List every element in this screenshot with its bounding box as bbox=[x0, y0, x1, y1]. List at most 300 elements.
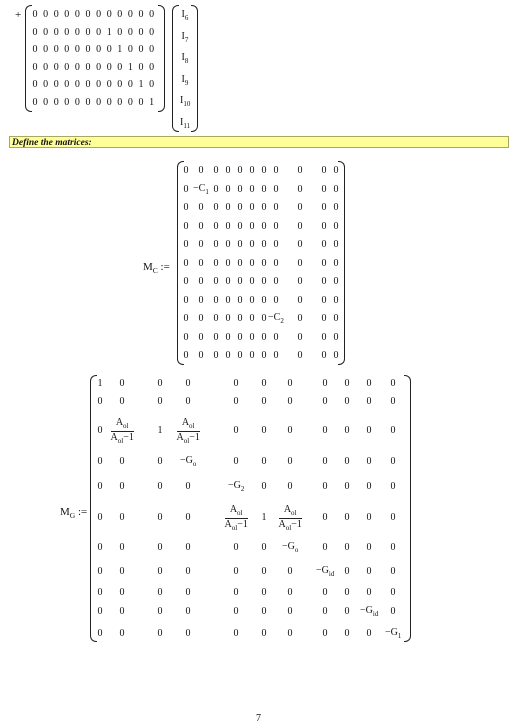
mc-matrix-cell: 0 bbox=[261, 183, 267, 195]
mc-matrix-cell: 0 bbox=[273, 165, 279, 176]
connection-matrix bbox=[25, 5, 165, 112]
mc-matrix-cell: 0 bbox=[321, 183, 327, 195]
mc-matrix-cell: 0 bbox=[273, 350, 279, 361]
mc-matrix-cell: 0 bbox=[237, 239, 243, 250]
mc-label bbox=[143, 261, 170, 275]
mg-matrix-cell: 0 bbox=[185, 512, 191, 523]
connection-matrix-cell: 0 bbox=[127, 26, 133, 38]
mg-matrix-cell: 0 bbox=[233, 456, 239, 467]
mg-matrix-cell: 0 bbox=[185, 481, 191, 492]
mc-matrix-cell: 0 bbox=[333, 294, 339, 306]
mg-matrix-cell: 0 bbox=[287, 587, 293, 598]
mg-matrix-cell: 0 bbox=[261, 566, 267, 577]
mg-matrix-cell: $\frac{A_{ol}}{A_{ol}-1}$ bbox=[110, 416, 134, 445]
mg-matrix-cell: 0 bbox=[185, 628, 191, 639]
connection-matrix-cell: 0 bbox=[64, 26, 70, 38]
mc-matrix-cell: 0 bbox=[183, 350, 189, 361]
mg-matrix-cell: 0 bbox=[157, 587, 163, 598]
mc-matrix-cell: 0 bbox=[249, 294, 255, 306]
mc-matrix-cell: 0 bbox=[225, 165, 231, 176]
mc-matrix-cell: 0 bbox=[198, 350, 204, 361]
mc-matrix-cell: 0 bbox=[213, 294, 219, 306]
mg-matrix-cell: 0 bbox=[119, 512, 125, 523]
mc-matrix-cell: 0 bbox=[321, 202, 327, 213]
mg-matrix-cell: $\frac{A_{ol}}{A_{ol}-1}$ bbox=[278, 503, 302, 532]
mg-label-text: M bbox=[60, 506, 70, 518]
mc-matrix-cell: 0 bbox=[333, 313, 339, 324]
mc-matrix-cell: 0 bbox=[225, 220, 231, 232]
current-vector-entry: $I_6$ bbox=[181, 9, 189, 22]
connection-matrix-cell: 0 bbox=[64, 97, 70, 108]
mg-matrix-cell: $-G_o$ bbox=[180, 455, 197, 468]
connection-matrix-cell: 0 bbox=[85, 79, 91, 91]
mg-matrix-cell: 0 bbox=[390, 425, 396, 436]
mc-matrix-cell: 0 bbox=[225, 276, 231, 287]
mg-matrix-cell: 0 bbox=[344, 396, 350, 407]
connection-matrix-cell: 0 bbox=[106, 44, 112, 56]
mc-matrix-cell: 0 bbox=[237, 294, 243, 306]
right-paren bbox=[404, 375, 411, 642]
page-number: 7 bbox=[256, 713, 261, 724]
mg-matrix-cell: 0 bbox=[322, 378, 328, 389]
mc-matrix-cell: 0 bbox=[213, 276, 219, 287]
mg-matrix-cell: 0 bbox=[344, 587, 350, 598]
connection-matrix-cell: 0 bbox=[53, 44, 59, 56]
mc-matrix-cell: 0 bbox=[321, 239, 327, 250]
connection-matrix-cell: 0 bbox=[138, 97, 144, 108]
connection-matrix-cell: 0 bbox=[96, 26, 102, 38]
mc-matrix-cell: 0 bbox=[321, 276, 327, 287]
mg-matrix-cell: 0 bbox=[287, 481, 293, 492]
mc-matrix-cell: 0 bbox=[261, 257, 267, 269]
mg-matrix-cell: 0 bbox=[233, 396, 239, 407]
connection-matrix-cell: 0 bbox=[127, 79, 133, 91]
mc-matrix-cell: 0 bbox=[198, 294, 204, 306]
mc-matrix-cell: 0 bbox=[333, 276, 339, 287]
current-vector bbox=[172, 5, 198, 132]
mg-matrix-cell: 0 bbox=[366, 456, 372, 467]
mc-matrix-cell: $-C_2$ bbox=[268, 312, 284, 325]
mg-matrix-cell: 0 bbox=[157, 566, 163, 577]
mg-matrix-cell: 0 bbox=[119, 378, 125, 389]
mg-matrix-cell: 0 bbox=[322, 606, 328, 617]
mc-matrix-cell: 0 bbox=[183, 313, 189, 324]
connection-matrix-cell: 0 bbox=[149, 44, 155, 56]
mg-matrix-cell: 0 bbox=[366, 378, 372, 389]
mg-matrix-cell: 0 bbox=[157, 456, 163, 467]
connection-matrix-cell: 0 bbox=[106, 79, 112, 91]
mc-matrix-cell: 0 bbox=[249, 276, 255, 287]
connection-matrix-cell: 0 bbox=[149, 61, 155, 73]
mg-matrix-cell: 0 bbox=[119, 628, 125, 639]
mg-matrix-cell: 0 bbox=[322, 456, 328, 467]
connection-matrix-cell: 0 bbox=[149, 26, 155, 38]
connection-matrix-cell: 0 bbox=[43, 26, 49, 38]
mc-matrix-cell: 0 bbox=[213, 350, 219, 361]
connection-matrix-cell: 0 bbox=[64, 9, 70, 20]
left-paren bbox=[25, 5, 32, 112]
mc-matrix-cell: 0 bbox=[183, 183, 189, 195]
mc-matrix-cell: 0 bbox=[273, 276, 279, 287]
current-vector-entry: $I_{10}$ bbox=[180, 95, 191, 108]
mc-matrix-cell: 0 bbox=[249, 350, 255, 361]
mg-matrix-cell: 0 bbox=[366, 396, 372, 407]
connection-matrix-cell: 0 bbox=[32, 9, 38, 20]
mg-matrix-cell: $-G_1$ bbox=[385, 627, 402, 640]
mc-matrix-cell: 0 bbox=[183, 294, 189, 306]
connection-matrix-cell: 0 bbox=[74, 9, 80, 20]
mg-matrix-cell: 0 bbox=[157, 396, 163, 407]
mg-matrix-cell: 0 bbox=[97, 587, 103, 598]
mg-matrix-cell: 0 bbox=[119, 587, 125, 598]
mg-matrix-cell: 0 bbox=[185, 378, 191, 389]
mc-matrix-cell: 0 bbox=[237, 220, 243, 232]
mg-matrix-cell: 0 bbox=[233, 425, 239, 436]
mc-matrix-cell: 0 bbox=[261, 202, 267, 213]
connection-matrix-cell: 0 bbox=[53, 26, 59, 38]
mg-matrix-cell: 0 bbox=[287, 628, 293, 639]
mg-matrix-cell: 0 bbox=[287, 378, 293, 389]
mc-matrix-cell: 0 bbox=[321, 294, 327, 306]
mg-matrix-cell: 0 bbox=[322, 587, 328, 598]
connection-matrix-cell: 0 bbox=[64, 44, 70, 56]
mc-matrix-cell: 0 bbox=[333, 165, 339, 176]
connection-matrix-cell: 0 bbox=[32, 97, 38, 108]
connection-matrix-cell: 0 bbox=[85, 61, 91, 73]
mc-matrix-cell: 0 bbox=[237, 202, 243, 213]
connection-matrix-cell: 0 bbox=[85, 44, 91, 56]
mc-matrix-cell: 0 bbox=[249, 313, 255, 324]
mc-matrix-cell: 0 bbox=[273, 183, 279, 195]
mc-matrix-cell: 0 bbox=[297, 202, 303, 213]
current-vector-entry: $I_{11}$ bbox=[180, 116, 191, 130]
connection-matrix-cell: 0 bbox=[127, 44, 133, 56]
mc-matrix-cell: 0 bbox=[261, 294, 267, 306]
current-vector-entry: $I_8$ bbox=[181, 52, 189, 65]
mg-matrix-cell: 0 bbox=[119, 566, 125, 577]
mc-matrix-cell: 0 bbox=[213, 220, 219, 232]
mg-matrix-cell: 0 bbox=[322, 481, 328, 492]
connection-matrix-cell: 0 bbox=[149, 9, 155, 20]
mg-matrix-cell: 0 bbox=[366, 628, 372, 639]
mc-matrix-cell: 0 bbox=[198, 239, 204, 250]
connection-matrix-cell: 0 bbox=[64, 79, 70, 91]
connection-matrix-cell: 0 bbox=[32, 26, 38, 38]
mc-matrix-cell: 0 bbox=[198, 220, 204, 232]
mc-matrix-cell: 0 bbox=[273, 220, 279, 232]
mc-matrix-cell: 0 bbox=[261, 239, 267, 250]
mc-matrix-cell: 0 bbox=[213, 239, 219, 250]
mg-matrix-cell: 0 bbox=[261, 378, 267, 389]
mc-matrix-cell: 0 bbox=[333, 350, 339, 361]
connection-matrix-cell: 1 bbox=[149, 97, 155, 108]
connection-matrix-cell: 0 bbox=[43, 9, 49, 20]
mg-matrix-cell: 0 bbox=[97, 628, 103, 639]
connection-matrix-cell: 0 bbox=[106, 9, 112, 20]
mg-matrix-cell: 0 bbox=[119, 456, 125, 467]
mg-matrix-cell: 0 bbox=[366, 542, 372, 553]
mg-matrix-cell: 0 bbox=[97, 481, 103, 492]
mg-matrix-cell: 0 bbox=[390, 542, 396, 553]
mc-matrix-cell: 0 bbox=[198, 313, 204, 324]
mc-matrix-cell: 0 bbox=[198, 202, 204, 213]
connection-matrix-cell: 1 bbox=[127, 61, 133, 73]
mc-matrix-cell: 0 bbox=[297, 220, 303, 232]
connection-matrix-cell: 1 bbox=[117, 44, 123, 56]
connection-matrix-cell: 0 bbox=[96, 97, 102, 108]
mc-matrix-cell: 0 bbox=[183, 220, 189, 232]
mc-matrix-cell: 0 bbox=[198, 331, 204, 343]
mc-matrix-cell: $-C_1$ bbox=[193, 182, 209, 196]
mg-matrix-cell: 1 bbox=[261, 512, 267, 523]
mc-matrix-cell: 0 bbox=[237, 276, 243, 287]
mc-matrix-cell: 0 bbox=[249, 220, 255, 232]
connection-matrix-cell: 0 bbox=[74, 61, 80, 73]
current-vector-entry: $I_9$ bbox=[181, 73, 189, 87]
plus-sign: + bbox=[15, 9, 22, 21]
mg-matrix-cell: 0 bbox=[287, 566, 293, 577]
mc-matrix-cell: 0 bbox=[297, 257, 303, 269]
mc-label-sub: C bbox=[152, 266, 158, 276]
connection-matrix-cell: 0 bbox=[117, 79, 123, 91]
mc-matrix-cell: 0 bbox=[225, 294, 231, 306]
connection-matrix-cell: 0 bbox=[53, 61, 59, 73]
mc-matrix-cell: 0 bbox=[237, 313, 243, 324]
mg-label-sub: G bbox=[69, 511, 76, 521]
mg-matrix-cell: 0 bbox=[287, 456, 293, 467]
mg-matrix-cell: 0 bbox=[366, 425, 372, 436]
mc-matrix-cell: 0 bbox=[237, 183, 243, 195]
connection-matrix-cell: 0 bbox=[32, 44, 38, 56]
mg-matrix-cell: 0 bbox=[233, 566, 239, 577]
mg-matrix-cell: 0 bbox=[119, 606, 125, 617]
mg-matrix-cell: 0 bbox=[233, 628, 239, 639]
mg-matrix-cell: 0 bbox=[185, 606, 191, 617]
mg-matrix-cell: 0 bbox=[157, 378, 163, 389]
connection-matrix-cell: 0 bbox=[106, 61, 112, 73]
mc-matrix-cell: 0 bbox=[249, 257, 255, 269]
mc-matrix-cell: 0 bbox=[333, 331, 339, 343]
mg-matrix-cell: 0 bbox=[185, 566, 191, 577]
mc-matrix-cell: 0 bbox=[183, 331, 189, 343]
mc-matrix-cell: 0 bbox=[249, 183, 255, 195]
mc-matrix-cell: 0 bbox=[297, 165, 303, 176]
connection-matrix-cell: 0 bbox=[74, 79, 80, 91]
mc-matrix-cell: 0 bbox=[198, 165, 204, 176]
mc-matrix-cell: 0 bbox=[261, 276, 267, 287]
mc-matrix-cell: 0 bbox=[213, 183, 219, 195]
mg-matrix-cell: 0 bbox=[390, 396, 396, 407]
mg-label bbox=[60, 506, 87, 520]
mg-matrix-cell: 0 bbox=[97, 456, 103, 467]
mc-assign: := bbox=[160, 261, 170, 273]
mc-matrix-cell: 0 bbox=[249, 239, 255, 250]
mg-matrix-cell: 0 bbox=[97, 396, 103, 407]
mg-matrix-cell: 0 bbox=[322, 425, 328, 436]
mc-matrix-cell: 0 bbox=[297, 183, 303, 195]
mc-matrix-cell: 0 bbox=[237, 350, 243, 361]
mg-assign: := bbox=[77, 506, 88, 518]
mg-matrix-cell: 0 bbox=[366, 481, 372, 492]
mc-matrix-cell: 0 bbox=[237, 331, 243, 343]
mg-matrix-cell: 0 bbox=[233, 378, 239, 389]
mc-matrix-cell: 0 bbox=[225, 202, 231, 213]
mc-matrix-cell: 0 bbox=[321, 313, 327, 324]
mg-matrix-cell: 0 bbox=[261, 456, 267, 467]
connection-matrix-cell: 0 bbox=[43, 79, 49, 91]
mg-matrix-cell: 0 bbox=[344, 566, 350, 577]
mc-matrix-cell: 0 bbox=[249, 165, 255, 176]
connection-matrix-cell: 0 bbox=[64, 61, 70, 73]
mg-matrix-cell: 1 bbox=[97, 378, 103, 389]
connection-matrix-cell: 0 bbox=[32, 79, 38, 91]
mg-matrix-cell: 0 bbox=[119, 481, 125, 492]
mc-matrix-cell: 0 bbox=[333, 257, 339, 269]
mg-matrix-cell: 0 bbox=[185, 396, 191, 407]
mg-matrix-cell: 0 bbox=[233, 542, 239, 553]
connection-matrix-cell: 0 bbox=[85, 9, 91, 20]
mg-matrix-cell: 0 bbox=[322, 628, 328, 639]
mc-matrix-cell: 0 bbox=[273, 294, 279, 306]
mc-matrix-cell: 0 bbox=[321, 350, 327, 361]
mg-matrix-cell: 0 bbox=[366, 566, 372, 577]
mc-matrix-cell: 0 bbox=[333, 183, 339, 195]
mc-matrix-cell: 0 bbox=[333, 220, 339, 232]
connection-matrix-cell: 0 bbox=[53, 9, 59, 20]
connection-matrix-cell: 0 bbox=[127, 97, 133, 108]
mg-matrix-cell: $-G_o$ bbox=[282, 541, 299, 554]
connection-matrix-cell: 0 bbox=[117, 61, 123, 73]
connection-matrix-cell: 0 bbox=[85, 26, 91, 38]
mc-matrix-cell: 0 bbox=[225, 350, 231, 361]
mg-matrix-cell: 0 bbox=[261, 542, 267, 553]
right-paren bbox=[191, 5, 198, 132]
mg-matrix-cell: 0 bbox=[97, 606, 103, 617]
right-paren bbox=[158, 5, 165, 112]
connection-matrix-cell: 0 bbox=[138, 61, 144, 73]
mc-matrix-cell: 0 bbox=[183, 239, 189, 250]
mg-matrix-cell: $\frac{A_{ol}}{A_{ol}-1}$ bbox=[224, 503, 248, 532]
mg-matrix-cell: 0 bbox=[261, 587, 267, 598]
left-paren bbox=[172, 5, 179, 132]
mg-matrix-cell: 0 bbox=[157, 628, 163, 639]
mg-matrix-cell: 0 bbox=[390, 456, 396, 467]
mc-matrix-cell: 0 bbox=[261, 313, 267, 324]
connection-matrix-cell: 0 bbox=[149, 79, 155, 91]
connection-matrix-cell: 0 bbox=[127, 9, 133, 20]
mg-matrix-cell: 0 bbox=[390, 512, 396, 523]
mg-matrix-cell: 0 bbox=[185, 587, 191, 598]
mg-matrix-cell: 0 bbox=[157, 512, 163, 523]
mg-matrix-cell: 0 bbox=[287, 425, 293, 436]
mc-matrix-cell: 0 bbox=[297, 276, 303, 287]
mc-matrix-cell: 0 bbox=[273, 257, 279, 269]
mg-matrix-cell: 0 bbox=[261, 606, 267, 617]
mc-matrix-cell: 0 bbox=[261, 331, 267, 343]
mg-matrix-cell: 0 bbox=[261, 425, 267, 436]
mc-matrix-cell: 0 bbox=[183, 165, 189, 176]
mg-matrix-cell: 0 bbox=[287, 606, 293, 617]
mg-matrix-cell: 0 bbox=[157, 542, 163, 553]
mc-matrix-cell: 0 bbox=[321, 165, 327, 176]
mg-matrix-cell: 0 bbox=[344, 542, 350, 553]
mg-matrix-cell: 0 bbox=[322, 542, 328, 553]
connection-matrix-cell: 0 bbox=[85, 97, 91, 108]
mg-matrix-cell: 0 bbox=[119, 542, 125, 553]
mg-matrix-cell: $-G_{id}$ bbox=[316, 565, 335, 578]
connection-matrix-cell: 0 bbox=[43, 97, 49, 108]
mg-matrix-cell: $-G_{id}$ bbox=[360, 605, 379, 618]
mg-matrix-cell: 0 bbox=[261, 481, 267, 492]
current-vector-entry: $I_7$ bbox=[181, 30, 189, 44]
mg-matrix-cell: 0 bbox=[344, 481, 350, 492]
connection-matrix-cell: 0 bbox=[138, 9, 144, 20]
mc-matrix-cell: 0 bbox=[273, 239, 279, 250]
mg-matrix-cell: 0 bbox=[344, 606, 350, 617]
mg-matrix-cell: 0 bbox=[344, 425, 350, 436]
mc-matrix-cell: 0 bbox=[213, 313, 219, 324]
mg-matrix-cell: 0 bbox=[366, 512, 372, 523]
connection-matrix-cell: 0 bbox=[117, 9, 123, 20]
section-banner: Define the matrices: bbox=[9, 136, 509, 148]
mc-matrix-cell: 0 bbox=[198, 276, 204, 287]
mg-matrix-cell: 0 bbox=[261, 396, 267, 407]
mc-matrix-cell: 0 bbox=[261, 350, 267, 361]
mc-matrix-cell: 0 bbox=[225, 183, 231, 195]
right-paren bbox=[338, 161, 345, 365]
mc-matrix-cell: 0 bbox=[237, 257, 243, 269]
mc-matrix-cell: 0 bbox=[321, 257, 327, 269]
mg-matrix-cell: 0 bbox=[157, 606, 163, 617]
mg-matrix-cell: 0 bbox=[390, 606, 396, 617]
mc-label-text: M bbox=[143, 261, 153, 273]
connection-matrix-cell: 0 bbox=[74, 97, 80, 108]
mg-matrix-cell: 0 bbox=[97, 542, 103, 553]
mc-matrix bbox=[177, 161, 345, 365]
connection-matrix-cell: 0 bbox=[74, 44, 80, 56]
connection-matrix-cell: 0 bbox=[138, 44, 144, 56]
mc-matrix-cell: 0 bbox=[213, 257, 219, 269]
left-paren bbox=[90, 375, 97, 642]
mc-matrix-cell: 0 bbox=[249, 202, 255, 213]
mc-matrix-cell: 0 bbox=[237, 165, 243, 176]
mc-matrix-cell: 0 bbox=[273, 331, 279, 343]
connection-matrix-cell: 1 bbox=[138, 79, 144, 91]
mc-matrix-cell: 0 bbox=[183, 276, 189, 287]
connection-matrix-cell: 0 bbox=[117, 26, 123, 38]
mg-matrix-cell: 0 bbox=[119, 396, 125, 407]
connection-matrix-cell: 0 bbox=[74, 26, 80, 38]
mg-matrix-cell: 0 bbox=[390, 378, 396, 389]
mc-matrix-cell: 0 bbox=[321, 220, 327, 232]
mc-matrix-cell: 0 bbox=[333, 202, 339, 213]
mg-matrix-cell: 0 bbox=[287, 396, 293, 407]
mg-matrix-cell: 0 bbox=[261, 628, 267, 639]
mg-matrix-cell: $-G_2$ bbox=[228, 480, 245, 493]
mc-matrix-cell: 0 bbox=[273, 202, 279, 213]
mg-matrix-cell: 0 bbox=[157, 481, 163, 492]
mc-matrix-cell: 0 bbox=[198, 257, 204, 269]
mg-matrix-cell: 0 bbox=[390, 481, 396, 492]
mg-matrix-cell: 0 bbox=[97, 512, 103, 523]
mc-matrix-cell: 0 bbox=[249, 331, 255, 343]
connection-matrix-cell: 0 bbox=[106, 97, 112, 108]
mc-matrix-cell: 0 bbox=[213, 202, 219, 213]
connection-matrix-cell: 0 bbox=[32, 61, 38, 73]
mg-matrix-cell: 0 bbox=[322, 396, 328, 407]
mc-matrix-cell: 0 bbox=[297, 331, 303, 343]
mc-matrix-cell: 0 bbox=[213, 165, 219, 176]
